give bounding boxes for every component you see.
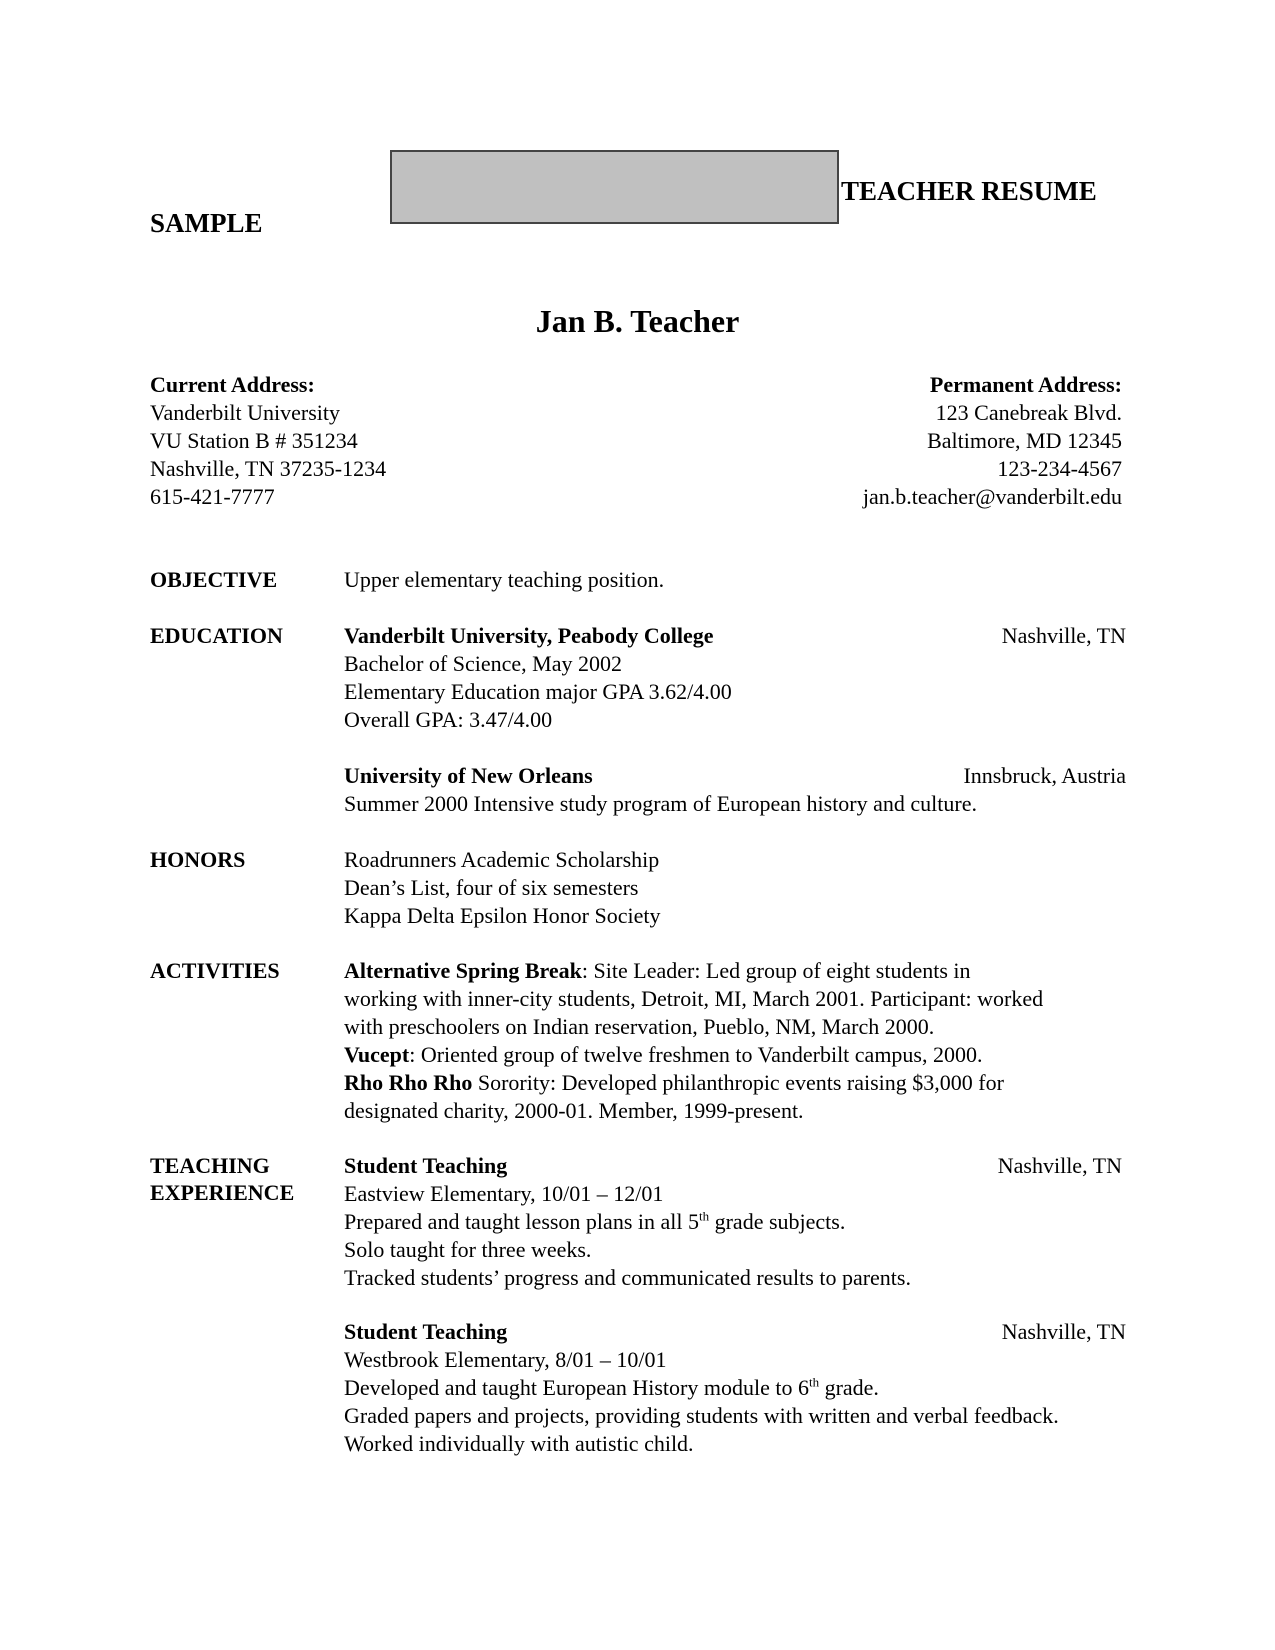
objective-heading: OBJECTIVE bbox=[150, 567, 278, 592]
position-title: Student Teaching bbox=[344, 1319, 508, 1344]
activity-text: designated charity, 2000-01. Member, 1999-present. bbox=[344, 1098, 804, 1123]
activities-heading: ACTIVITIES bbox=[150, 958, 280, 983]
school-dates: Eastview Elementary, 10/01 – 12/01 bbox=[344, 1181, 664, 1206]
duty-line: Graded papers and projects, providing students with written and verbal feedback. bbox=[344, 1403, 1059, 1428]
education-entry bbox=[344, 622, 1126, 734]
activity-text: with preschoolers on Indian reservation, Pueblo, NM, March 2000. bbox=[344, 1014, 935, 1039]
duty-line: Worked individually with autistic child. bbox=[344, 1431, 694, 1456]
activity-title: Rho Rho Rho bbox=[344, 1070, 473, 1095]
activity-text: working with inner-city students, Detroit, MI, March 2001. Participant: worked bbox=[344, 986, 1044, 1011]
teaching-entry bbox=[344, 1152, 1126, 1292]
activity-title: Vucept bbox=[344, 1042, 410, 1067]
candidate-name: Jan B. Teacher bbox=[535, 303, 740, 339]
current-address-label: Current Address: bbox=[150, 372, 315, 397]
school-name: Vanderbilt University, Peabody College bbox=[344, 623, 714, 648]
activity-text: Sorority: Developed philanthropic events raising $3,000 for bbox=[472, 1070, 1004, 1095]
permanent-address-line: 123 Canebreak Blvd. bbox=[935, 400, 1122, 425]
education-entry bbox=[344, 762, 1126, 818]
objective-section bbox=[344, 566, 1126, 594]
school-location: Innsbruck, Austria bbox=[963, 763, 1126, 788]
permanent-phone: 123-234-4567 bbox=[997, 456, 1122, 481]
activity-line bbox=[344, 1041, 1126, 1069]
degree-line: Bachelor of Science, May 2002 bbox=[344, 651, 622, 676]
position-title: Student Teaching bbox=[344, 1153, 508, 1178]
current-address-line: VU Station B # 351234 bbox=[150, 428, 358, 453]
teaching-experience-heading bbox=[150, 1152, 294, 1206]
duty-line: Tracked students’ progress and communicated results to parents. bbox=[344, 1265, 911, 1290]
activities-section bbox=[344, 957, 1126, 1125]
current-address-line: Nashville, TN 37235-1234 bbox=[150, 456, 387, 481]
activity-line bbox=[344, 957, 1126, 985]
position-location: Nashville, TN bbox=[1001, 1319, 1126, 1344]
heading-line: TEACHING bbox=[150, 1153, 270, 1178]
heading-line: EXPERIENCE bbox=[150, 1180, 295, 1205]
permanent-address-block bbox=[863, 371, 1122, 511]
email-address[interactable]: jan.b.teacher@vanderbilt.edu bbox=[862, 484, 1122, 509]
honor-item: Kappa Delta Epsilon Honor Society bbox=[344, 903, 661, 928]
education-heading: EDUCATION bbox=[150, 623, 283, 648]
position-location: Nashville, TN bbox=[997, 1153, 1122, 1178]
activity-text: : Site Leader: Led group of eight students in bbox=[581, 958, 971, 983]
honors-heading: HONORS bbox=[150, 847, 246, 872]
current-address-block bbox=[150, 371, 386, 511]
duty-line: Prepared and taught lesson plans in all 5th grade subjects. bbox=[344, 1208, 846, 1234]
honor-item: Roadrunners Academic Scholarship bbox=[344, 847, 660, 872]
current-phone: 615-421-7777 bbox=[150, 484, 275, 509]
study-program-line: Summer 2000 Intensive study program of European history and culture. bbox=[344, 791, 977, 816]
teaching-entry bbox=[344, 1318, 1126, 1458]
current-address-line: Vanderbilt University bbox=[150, 400, 341, 425]
overall-gpa-line: Overall GPA: 3.47/4.00 bbox=[344, 707, 553, 732]
honor-item: Dean’s List, four of six semesters bbox=[344, 875, 639, 900]
redacted-logo-box bbox=[390, 150, 839, 224]
school-location: Nashville, TN bbox=[1001, 623, 1126, 648]
activity-line bbox=[344, 1069, 1126, 1097]
major-gpa-line: Elementary Education major GPA 3.62/4.00 bbox=[344, 679, 732, 704]
school-name: University of New Orleans bbox=[344, 763, 593, 788]
honors-list bbox=[344, 846, 1126, 930]
document-type-title: TEACHER RESUME bbox=[841, 176, 1097, 206]
activity-title: Alternative Spring Break bbox=[344, 958, 582, 983]
duty-line: Solo taught for three weeks. bbox=[344, 1237, 592, 1262]
permanent-address-line: Baltimore, MD 12345 bbox=[927, 428, 1122, 453]
duty-line: Developed and taught European History module to 6th grade. bbox=[344, 1374, 879, 1400]
sample-label: SAMPLE bbox=[150, 208, 263, 238]
objective-text: Upper elementary teaching position. bbox=[344, 567, 665, 592]
activity-text: : Oriented group of twelve freshmen to Vanderbilt campus, 2000. bbox=[409, 1042, 983, 1067]
school-dates: Westbrook Elementary, 8/01 – 10/01 bbox=[344, 1347, 667, 1372]
permanent-address-label: Permanent Address: bbox=[929, 372, 1122, 397]
